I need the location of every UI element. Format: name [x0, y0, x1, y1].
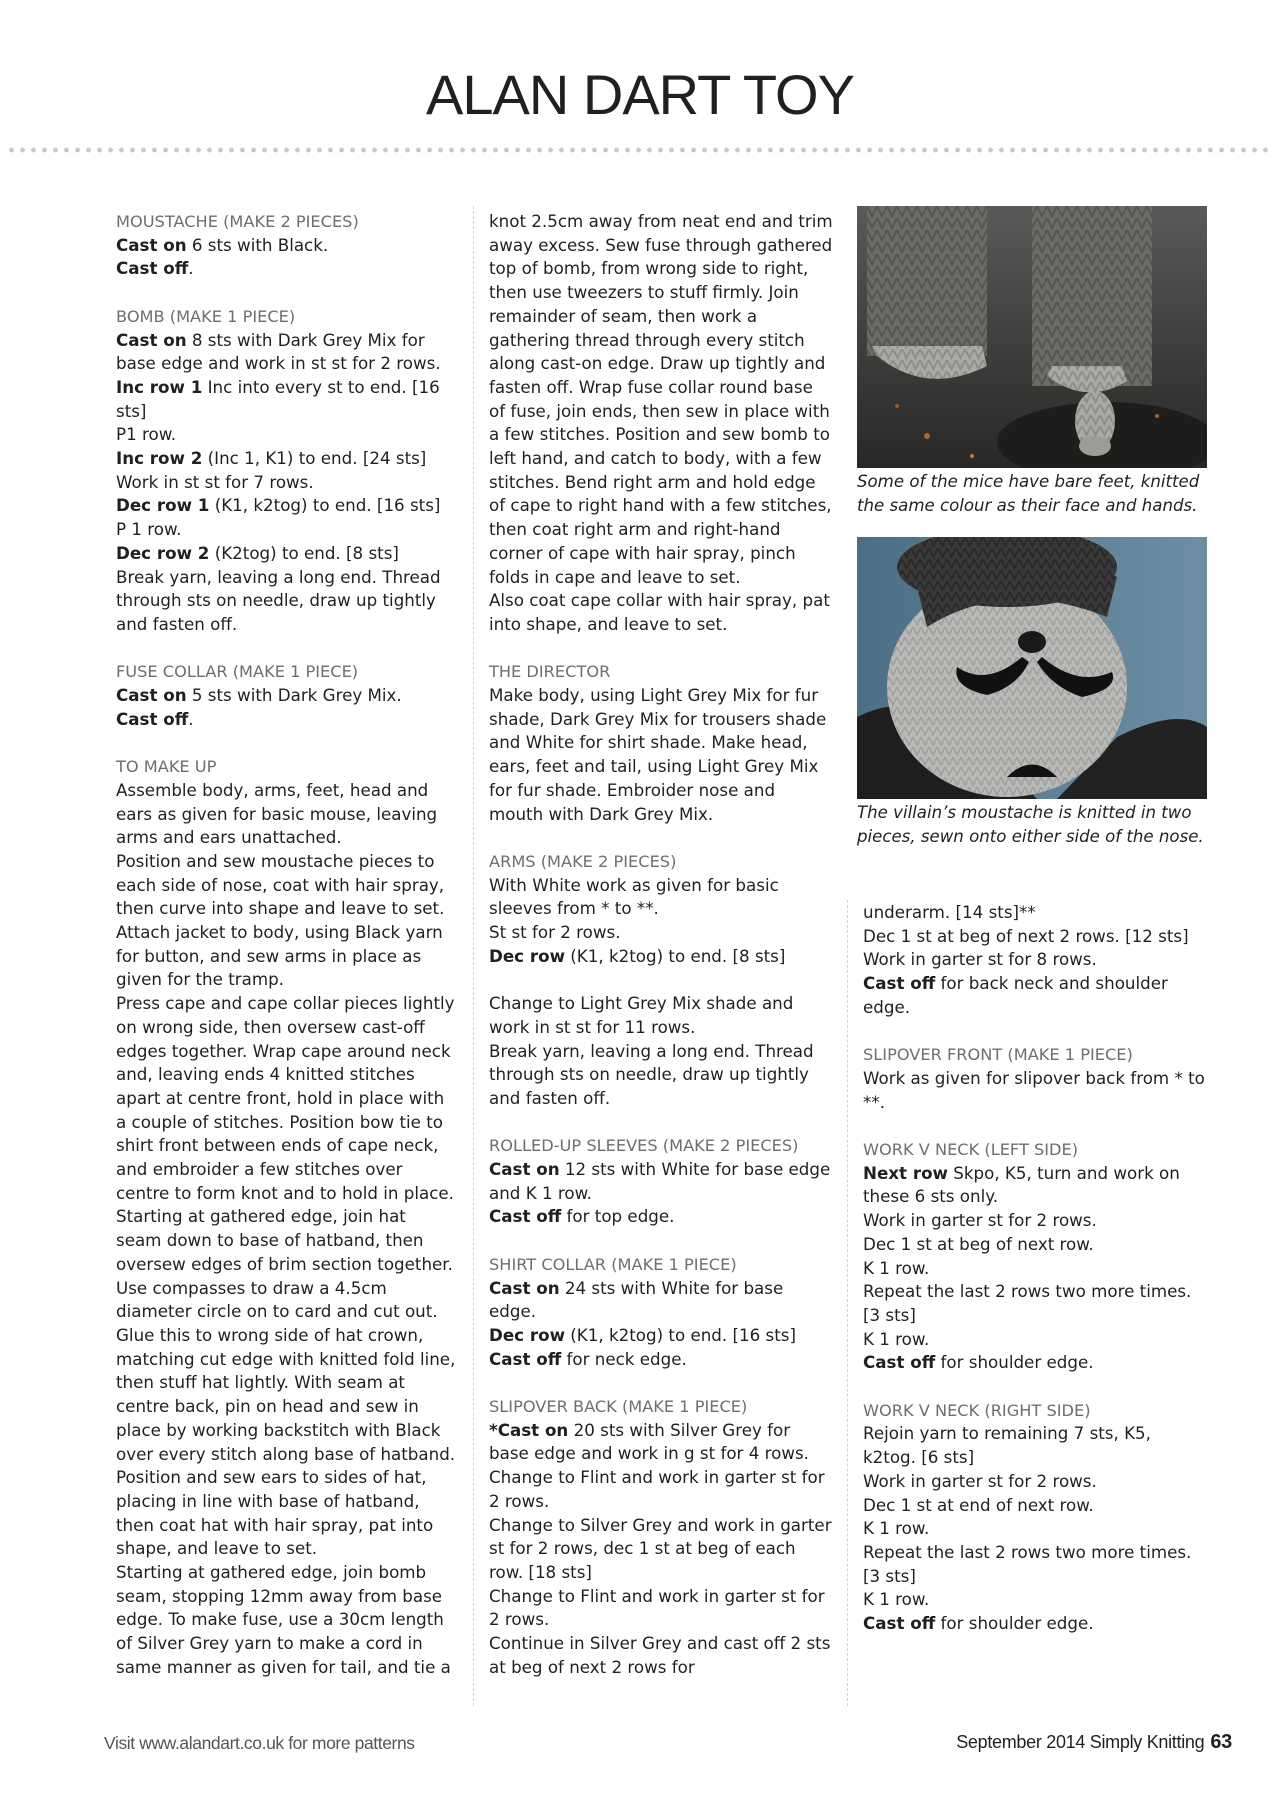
instruction-line — [489, 1158, 834, 1205]
instruction-keyword: Cast off — [863, 973, 936, 994]
instruction-line — [863, 972, 1208, 1019]
instruction-keyword: Dec row 2 — [116, 542, 210, 563]
instruction-text: underarm. [14 sts]** — [863, 902, 1036, 922]
instruction-text: (K1, k2tog) to end. [16 sts] — [564, 1324, 797, 1345]
instruction-line — [116, 1205, 456, 1561]
instruction-line — [863, 1209, 1208, 1233]
instruction-line — [116, 542, 456, 566]
instruction-line — [863, 1470, 1208, 1494]
instruction-text: for shoulder edge. — [935, 1352, 1094, 1373]
instruction-keyword: Cast off — [863, 1613, 936, 1634]
instruction-line — [116, 992, 456, 1205]
instruction-line — [489, 684, 834, 826]
instruction-line — [863, 925, 1208, 949]
pattern-section — [489, 660, 834, 826]
instruction-text: Also coat cape collar with hair spray, pat into shape, and leave to set. — [489, 590, 830, 634]
instruction-text: (Inc 1, K1) to end. [24 sts] — [202, 448, 427, 469]
section-heading: THE DIRECTOR — [489, 662, 611, 682]
section-heading: SLIPOVER BACK (MAKE 1 PIECE) — [489, 1397, 748, 1417]
instruction-text: Dec 1 st at beg of next row. — [863, 1233, 1094, 1254]
instruction-line — [116, 471, 456, 495]
instruction-text: K 1 row. — [863, 1257, 930, 1278]
section-heading: FUSE COLLAR (MAKE 1 PIECE) — [116, 662, 359, 682]
column-divider — [847, 900, 848, 1706]
instruction-line — [863, 1328, 1208, 1352]
instruction-keyword: Inc row 2 — [116, 448, 203, 469]
instruction-text: for shoulder edge. — [935, 1613, 1094, 1634]
instruction-line — [489, 945, 834, 969]
instruction-text: Inc into every st to end. [16 sts] — [116, 376, 440, 421]
instruction-line — [863, 1067, 1208, 1114]
text-column-3 — [863, 901, 1208, 1659]
section-heading: ARMS (MAKE 2 PIECES) — [489, 851, 677, 871]
instruction-line — [489, 1514, 834, 1585]
instruction-text: for top edge. — [561, 1206, 675, 1227]
instruction-text: Skpo, K5, turn and work on these 6 sts only. — [863, 1162, 1180, 1207]
photo-villain-mouse — [857, 537, 1207, 799]
instruction-text: Repeat the last 2 rows two more times. [3 sts] — [863, 1541, 1192, 1586]
pattern-section — [489, 210, 834, 637]
instruction-line — [489, 992, 834, 1039]
instruction-text: Rejoin yarn to remaining 7 sts, K5, k2tog. [6 sts] — [863, 1423, 1151, 1468]
instruction-text: Work in garter st for 2 rows. — [863, 1210, 1097, 1231]
instruction-text: Work in garter st for 2 rows. — [863, 1470, 1097, 1491]
footer-issue — [956, 1731, 1232, 1754]
instruction-line — [116, 708, 456, 732]
instruction-keyword: Cast on — [489, 1277, 560, 1298]
instruction-text: knot 2.5cm away from neat end and trim away excess. Sew fuse through gathered top of bomb, from wrong side to right, then use tweezers to stuff firmly. Join remainder of seam, then work a gathering thread through every stitch along cast-on edge. Draw up tightly and fasten off. Wrap fuse collar round base of fuse, join ends, then sew in place with a few stitches. Position and sew bomb to left hand, and catch to body, with a few stitches. Bend right arm and hold edge of cape to right hand with a few stitches, then coat right arm and right-hand corner of cape with hair spray, pinch folds in cape and leave to set. — [489, 211, 833, 587]
instruction-text: Break yarn, leaving a long end. Thread through sts on needle, draw up tightly and fasten off. — [116, 566, 441, 634]
instruction-keyword: Cast on — [116, 329, 187, 350]
instruction-line — [489, 874, 834, 921]
pattern-section — [489, 850, 834, 969]
pattern-section — [489, 1253, 834, 1372]
instruction-line — [863, 1612, 1208, 1636]
text-column-1 — [116, 210, 456, 1703]
instruction-line — [489, 1419, 834, 1466]
instruction-line — [116, 257, 456, 281]
section-heading: SHIRT COLLAR (MAKE 1 PIECE) — [489, 1254, 737, 1274]
pattern-section — [116, 660, 456, 731]
instruction-text: K 1 row. — [863, 1328, 930, 1349]
instruction-line — [489, 1277, 834, 1324]
instruction-text: Change to Flint and work in garter st for 2 rows. — [489, 1467, 825, 1511]
instruction-text: 5 sts with Dark Grey Mix. — [186, 685, 402, 706]
instruction-keyword: Cast on — [116, 234, 187, 255]
section-heading: BOMB (MAKE 1 PIECE) — [116, 306, 296, 326]
instruction-text: (K1, k2tog) to end. [16 sts] — [209, 495, 441, 516]
instruction-line — [116, 494, 456, 518]
instruction-text: (K2tog) to end. [8 sts] — [209, 542, 399, 563]
instruction-line — [863, 1257, 1208, 1281]
instruction-text: Dec 1 st at end of next row. — [863, 1494, 1094, 1515]
instruction-line — [116, 423, 456, 447]
instruction-text: Press cape and cape collar pieces lightly on wrong side, then oversew cast-off edges together. Wrap cape around neck and, leaving ends 4 knitted stitches apart at centre front, hold in place with a couple of stitches. Position bow tie to shirt front between ends of cape neck, and embroider a few stitches over centre to form knot and to hold in place. — [116, 993, 455, 1203]
instruction-text: . — [188, 258, 194, 279]
photo-caption: Some of the mice have bare feet, knitted the same colour as their face and hands. — [857, 472, 1200, 515]
instruction-line — [863, 1494, 1208, 1518]
pattern-section — [489, 1134, 834, 1229]
instruction-line — [863, 1351, 1208, 1375]
instruction-line — [489, 1348, 834, 1372]
instruction-text: 6 sts with Black. — [186, 234, 329, 255]
instruction-line — [489, 1632, 834, 1679]
instruction-keyword: Next row — [863, 1162, 948, 1183]
instruction-text: Starting at gathered edge, join bomb seam, stopping 12mm away from base edge. To make fuse, use a 30cm length of Silver Grey yarn to make a cord in same manner as given for tail, and tie a — [116, 1562, 451, 1677]
instruction-line — [489, 1040, 834, 1111]
page-number: 63 — [1210, 1731, 1232, 1753]
instruction-text: Work as given for slipover back from * to **. — [863, 1067, 1205, 1112]
instruction-line — [116, 684, 456, 708]
instruction-line — [863, 948, 1208, 972]
pattern-section — [863, 1138, 1208, 1375]
pattern-section — [863, 1399, 1208, 1636]
instruction-line — [116, 518, 456, 542]
instruction-line — [116, 447, 456, 471]
instruction-text: Continue in Silver Grey and cast off 2 sts at beg of next 2 rows for — [489, 1633, 831, 1677]
instruction-keyword: Cast off — [489, 1348, 562, 1369]
instruction-text: K 1 row. — [863, 1589, 930, 1610]
instruction-text: for back neck and shoulder edge. — [863, 973, 1168, 1017]
instruction-line — [489, 1585, 834, 1632]
instruction-text: . — [188, 708, 194, 729]
instruction-keyword: Cast on — [116, 685, 187, 706]
instruction-text: for neck edge. — [561, 1348, 687, 1369]
instruction-text: P1 row. — [116, 424, 177, 445]
dotted-divider — [6, 146, 1274, 154]
instruction-line — [863, 1280, 1208, 1327]
instruction-line — [116, 234, 456, 258]
instruction-line — [489, 1466, 834, 1513]
instruction-text: Repeat the last 2 rows two more times. [3 sts] — [863, 1281, 1192, 1325]
instruction-text: Work in st st for 7 rows. — [116, 471, 314, 492]
instruction-line — [116, 566, 456, 637]
section-heading: TO MAKE UP — [116, 757, 217, 777]
instruction-keyword: Cast off — [863, 1352, 936, 1373]
pattern-section — [116, 305, 456, 637]
text-column-2 — [489, 210, 834, 1703]
instruction-line — [489, 921, 834, 945]
instruction-line — [863, 1517, 1208, 1541]
instruction-text: Position and sew moustache pieces to each side of nose, coat with hair spray, then curve into shape and leave to set. Attach jacket to body, using Black yarn for button, and sew arms in place as given for the tramp. — [116, 850, 445, 990]
section-heading: SLIPOVER FRONT (MAKE 1 PIECE) — [863, 1045, 1133, 1065]
section-heading: ROLLED-UP SLEEVES (MAKE 2 PIECES) — [489, 1136, 799, 1156]
section-heading: MOUSTACHE (MAKE 2 PIECES) — [116, 212, 359, 231]
instruction-text: K 1 row. — [863, 1518, 930, 1539]
instruction-text: Starting at gathered edge, join hat seam down to base of hatband, then oversew edges of brim section together. Use compasses to draw a 4.5cm diameter circle on to card and cut out. Glue this to wrong side of hat crown, matching cut edge with knitted fold line, then stuff hat lightly. With seam at centre back, pin on head and sew in place by working backstitch with Black over every stitch along base of hatband. Position and sew ears to sides of hat, placing in line with base of hatband, then coat hat with hair spray, pat into shape, and leave to set. — [116, 1206, 456, 1559]
instruction-line — [116, 779, 456, 850]
section-heading: WORK V NECK (RIGHT SIDE) — [863, 1400, 1091, 1420]
instruction-text: 24 sts with White for base edge. — [489, 1277, 784, 1322]
instruction-line — [489, 589, 834, 636]
instruction-keyword: Cast off — [489, 1206, 562, 1227]
instruction-text: Change to Silver Grey and work in garter st for 2 rows, dec 1 st at beg of each row. [18 sts] — [489, 1514, 832, 1582]
instruction-keyword: Cast on — [489, 1159, 560, 1180]
instruction-text: 12 sts with White for base edge and K 1 row. — [489, 1159, 831, 1203]
instruction-line — [863, 1422, 1208, 1469]
instruction-keyword: *Cast on — [489, 1419, 569, 1440]
instruction-keyword: Dec row — [489, 945, 565, 966]
instruction-text: Work in garter st for 8 rows. — [863, 949, 1097, 970]
instruction-line — [863, 1588, 1208, 1612]
pattern-section — [116, 210, 456, 281]
instruction-line — [863, 1541, 1208, 1588]
instruction-text: 8 sts with Dark Grey Mix for base edge and work in st st for 2 rows. — [116, 329, 441, 374]
pattern-section — [863, 901, 1208, 1020]
instruction-text: 20 sts with Silver Grey for base edge and work in g st for 4 rows. — [489, 1419, 809, 1464]
pattern-section — [489, 1395, 834, 1679]
instruction-line — [116, 850, 456, 992]
instruction-line — [116, 329, 456, 376]
column-divider — [473, 206, 474, 1706]
instruction-line — [489, 210, 834, 589]
instruction-text: Change to Light Grey Mix shade and work in st st for 11 rows. — [489, 993, 794, 1037]
instruction-line — [116, 1561, 456, 1680]
instruction-text: Change to Flint and work in garter st for 2 rows. — [489, 1585, 825, 1630]
instruction-keyword: Dec row 1 — [116, 495, 210, 516]
instruction-line — [863, 1233, 1208, 1257]
pattern-section — [863, 1043, 1208, 1114]
instruction-text: St st for 2 rows. — [489, 922, 621, 943]
instruction-keyword: Cast off — [116, 708, 189, 729]
instruction-text: Break yarn, leaving a long end. Thread through sts on needle, draw up tightly and fasten off. — [489, 1040, 814, 1108]
instruction-keyword: Cast off — [116, 258, 189, 279]
instruction-line — [489, 1205, 834, 1229]
photo-mouse-feet — [857, 206, 1207, 468]
instruction-text: Dec 1 st at beg of next 2 rows. [12 sts] — [863, 925, 1189, 946]
footer-website-note: Visit www.alandart.co.uk for more patterns — [104, 1733, 415, 1753]
instruction-line — [863, 1162, 1208, 1209]
instruction-line — [863, 901, 1208, 925]
footer-issue-name: September 2014 Simply Knitting — [956, 1732, 1205, 1752]
pattern-section — [489, 992, 834, 1111]
page-title: ALAN DART TOY — [426, 63, 854, 126]
instruction-text: (K1, k2tog) to end. [8 sts] — [564, 945, 786, 966]
instruction-line — [116, 376, 456, 423]
pattern-section — [116, 755, 456, 1679]
instruction-keyword: Dec row — [489, 1324, 565, 1345]
photo-caption: The villain’s moustache is knitted in two pieces, sewn onto either side of the nose. — [857, 803, 1204, 846]
instruction-text: Assemble body, arms, feet, head and ears as given for basic mouse, leaving arms and ears unattached. — [116, 779, 438, 848]
instruction-text: P 1 row. — [116, 519, 182, 540]
instruction-line — [489, 1324, 834, 1348]
instruction-text: Make body, using Light Grey Mix for fur shade, Dark Grey Mix for trousers shade and White for shirt shade. Make head, ears, feet and tail, using Light Grey Mix for fur shade. Embroider nose and mouth with Dark Grey Mix. — [489, 685, 827, 824]
section-heading: WORK V NECK (LEFT SIDE) — [863, 1140, 1079, 1159]
instruction-keyword: Inc row 1 — [116, 376, 203, 397]
instruction-text: With White work as given for basic sleeves from * to **. — [489, 874, 779, 919]
